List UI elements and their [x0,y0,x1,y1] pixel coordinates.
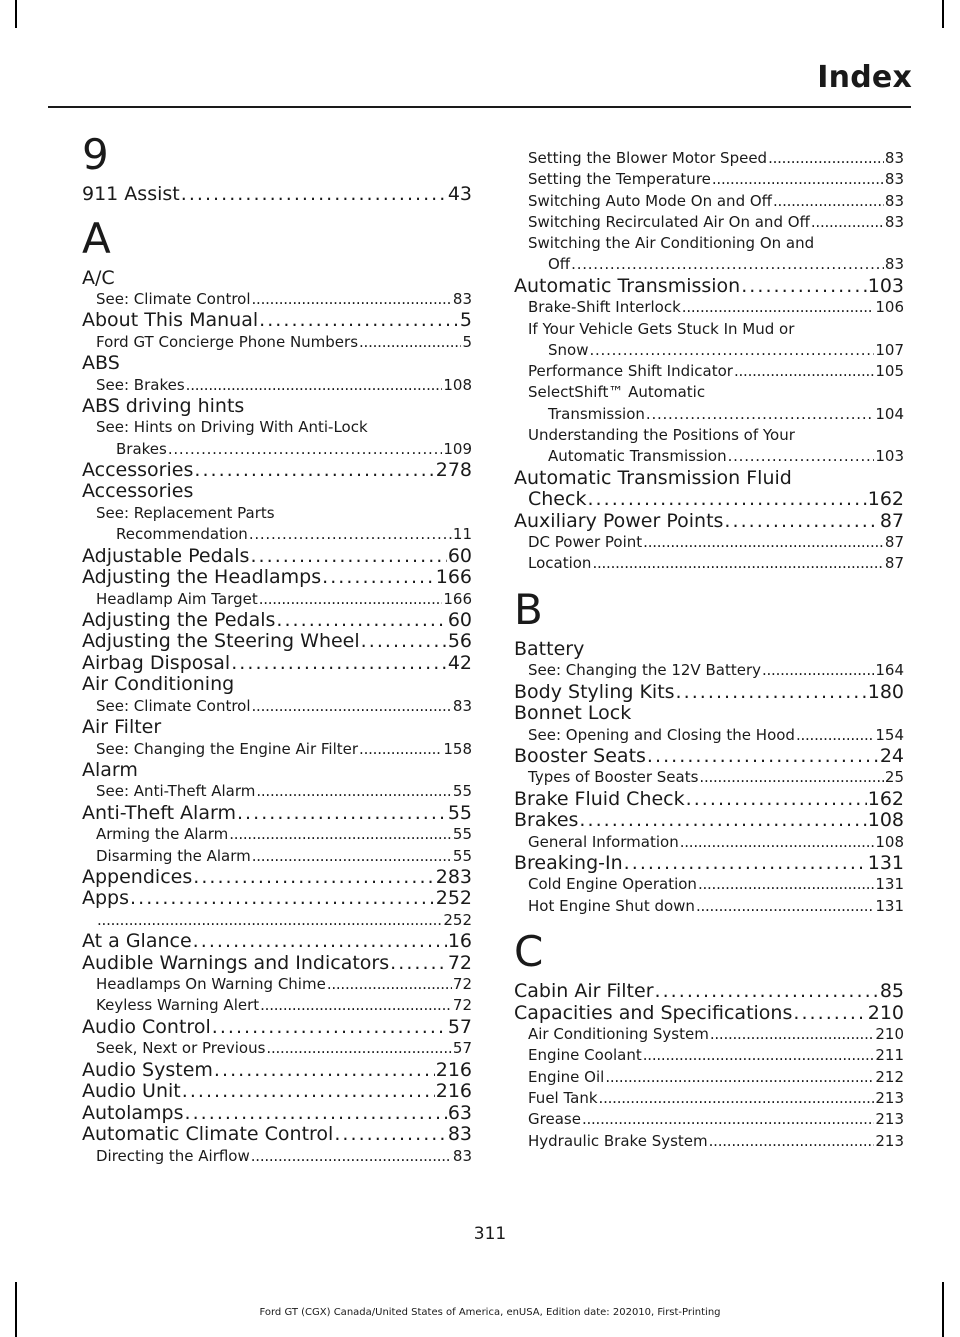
index-heading: Alarm [82,758,138,781]
index-subentry[interactable]: Engine Coolant . . . 211 [514,1045,904,1066]
index-subentry[interactable]: . . . 252 [82,910,472,931]
index-entry[interactable]: Autolamps . . . 63 [82,1103,472,1125]
index-entry[interactable]: Adjusting the Headlamps . . . 166 [82,567,472,589]
page-number: 311 [473,1224,507,1244]
index-subentry[interactable]: See: Anti-Theft Alarm . . . 55 [82,781,472,802]
index-subentry[interactable]: Switching Auto Mode On and Off . . . 83 [514,191,904,212]
index-subentry[interactable]: See: Changing the Engine Air Filter . . . 158 [82,739,472,760]
index-subentry[interactable]: See: Replacement Parts Recommendation . . . 11 [82,503,472,546]
index-heading: Air Filter [82,716,162,739]
index-subentry[interactable]: Hydraulic Brake System . . . 213 [514,1131,904,1152]
index-subentry[interactable]: Location . . . 87 [514,553,904,574]
index-subentry[interactable]: Switching Recirculated Air On and Off . . . 83 [514,212,904,233]
index-subentry[interactable]: Ford GT Concierge Phone Numbers . . . 5 [82,332,472,353]
index-entry[interactable]: Brakes . . . 108 [514,810,904,832]
index-entry[interactable]: Apps . . . 252 [82,888,472,910]
index-subentry[interactable]: Seek, Next or Previous . . . 57 [82,1038,472,1059]
index-section-9 [82,130,472,206]
index-subentry[interactable]: Setting the Blower Motor Speed . . . 83 [514,148,904,169]
index-subentry[interactable]: DC Power Point . . . 87 [514,532,904,553]
index-entry[interactable]: Audio System . . . 216 [82,1060,472,1082]
index-subentry[interactable]: Brake-Shift Interlock . . . 106 [514,297,904,318]
index-subentry[interactable]: Setting the Temperature . . . 83 [514,169,904,190]
index-entry[interactable]: Appendices . . . 283 [82,867,472,889]
section-letter: C [514,927,544,977]
index-entry[interactable]: 911 Assist . . . 43 [82,184,472,206]
index-entry[interactable]: Audio Unit . . . 216 [82,1081,472,1103]
index-subentry[interactable]: Engine Oil . . . 212 [514,1067,904,1088]
header-divider [48,106,911,108]
index-subentry[interactable]: Air Conditioning System . . . 210 [514,1024,904,1045]
index-entry[interactable]: Airbag Disposal . . . 42 [82,653,472,675]
index-subentry[interactable]: See: Changing the 12V Battery . . . 164 [514,660,904,681]
index-section-c [514,927,904,1152]
index-subentry[interactable]: Understanding the Positions of Your Automatic Transmission . . . 103 [514,425,904,468]
index-entry[interactable]: Adjusting the Pedals . . . 60 [82,610,472,632]
crop-mark [942,0,944,28]
index-entry[interactable]: Cabin Air Filter . . . 85 [514,981,904,1003]
index-subentry[interactable]: See: Climate Control . . . 83 [82,696,472,717]
index-heading: A/C [82,266,115,289]
index-subentry[interactable]: Directing the Airflow . . . 83 [82,1146,472,1167]
index-entry[interactable]: Adjusting the Steering Wheel . . . 56 [82,631,472,653]
index-subentry[interactable]: General Information . . . 108 [514,832,904,853]
index-entry[interactable]: Accessories . . . 278 [82,460,472,482]
index-heading: Battery [514,637,585,660]
section-letter: 9 [82,130,109,179]
index-subentry[interactable]: Arming the Alarm . . . 55 [82,824,472,845]
index-entry[interactable]: Audio Control . . . 57 [82,1017,472,1039]
index-entry[interactable]: Capacities and Specifications . . . 210 [514,1003,904,1025]
index-subentry[interactable]: SelectShift™ Automatic Transmission . . . 104 [514,382,904,425]
index-subentry[interactable]: Keyless Warning Alert . . . 72 [82,995,472,1016]
index-heading: Air Conditioning [82,673,235,696]
index-subentry[interactable]: Cold Engine Operation . . . 131 [514,874,904,895]
index-entry[interactable]: Automatic Transmission . . . 103 [514,276,904,298]
index-entry[interactable]: About This Manual . . . 5 [82,310,472,332]
section-letter: B [514,584,543,634]
index-subentry[interactable]: Types of Booster Seats . . . 25 [514,767,904,788]
index-subentry[interactable]: Fuel Tank . . . 213 [514,1088,904,1109]
index-subentry[interactable]: Headlamp Aim Target . . . 166 [82,589,472,610]
index-subentry[interactable]: See: Hints on Driving With Anti-Lock Brakes . . . 109 [82,417,472,460]
index-heading: Accessories [82,480,194,503]
index-entry[interactable]: Brake Fluid Check . . . 162 [514,789,904,811]
index-subentry[interactable]: Headlamps On Warning Chime . . . 72 [82,974,472,995]
index-subentry[interactable]: Disarming the Alarm . . . 55 [82,846,472,867]
index-entry[interactable]: At a Glance . . . 16 [82,931,472,953]
index-subentry[interactable]: See: Climate Control . . . 83 [82,289,472,310]
index-column-left [82,130,472,1167]
index-subentry[interactable]: Grease . . . 213 [514,1109,904,1130]
index-entry[interactable]: Booster Seats . . . 24 [514,746,904,768]
index-section-a [82,214,472,1167]
index-section-b [514,585,904,917]
index-heading: Bonnet Lock [514,702,632,725]
index-subentry[interactable]: If Your Vehicle Gets Stuck In Mud or Snow . . . 107 [514,319,904,362]
index-subentry[interactable]: See: Opening and Closing the Hood . . . 154 [514,725,904,746]
index-heading: ABS driving hints [82,394,245,417]
footer-edition-text: Ford GT (CGX) Canada/United States of America, enUSA, Edition date: 202010, First-Printing [259,1307,721,1318]
index-subentry[interactable]: Switching the Air Conditioning On and Off . . . 83 [514,233,904,276]
index-subentry[interactable]: Hot Engine Shut down . . . 131 [514,896,904,917]
index-entry[interactable]: Anti-Theft Alarm . . . 55 [82,803,472,825]
index-column-right [514,148,904,1152]
index-entry[interactable]: Audible Warnings and Indicators . . . 72 [82,953,472,975]
index-entry[interactable]: Body Styling Kits . . . 180 [514,682,904,704]
index-entry[interactable]: Breaking-In . . . 131 [514,853,904,875]
index-heading: ABS [82,352,120,375]
index-entry[interactable]: Auxiliary Power Points . . . 87 [514,511,904,533]
index-entry[interactable]: Automatic Climate Control . . . 83 [82,1124,472,1146]
index-entry[interactable]: Automatic Transmission Fluid Check . . . 162 [514,468,904,511]
crop-mark [15,0,17,28]
page-title: Index [817,60,912,95]
section-letter: A [82,213,111,263]
index-entry[interactable]: Adjustable Pedals . . . 60 [82,546,472,568]
index-subentry[interactable]: See: Brakes . . . 108 [82,375,472,396]
index-subentry[interactable]: Performance Shift Indicator . . . 105 [514,361,904,382]
